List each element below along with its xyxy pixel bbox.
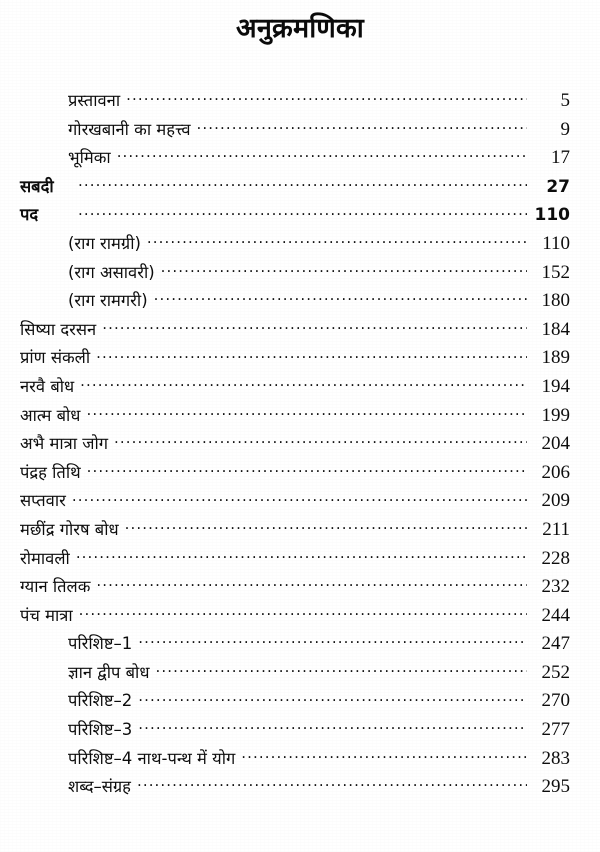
- toc-entry-page-number: 211: [542, 518, 570, 540]
- toc-dot-leader: [161, 261, 527, 278]
- toc-entry-page-number: 295: [541, 776, 570, 798]
- toc-entry[interactable]: [0, 260, 600, 289]
- toc-dot-leader: [197, 118, 527, 135]
- toc-dot-leader: [79, 604, 527, 621]
- toc-entry[interactable]: [0, 746, 600, 775]
- toc-entry[interactable]: [0, 774, 600, 803]
- toc-entry[interactable]: [0, 345, 600, 374]
- toc-entry[interactable]: [0, 88, 600, 117]
- toc-dot-leader: [80, 375, 527, 392]
- toc-dot-leader: [147, 232, 527, 249]
- toc-entry-page-number: 189: [541, 347, 570, 369]
- toc-entry-page-number: 184: [541, 318, 570, 340]
- toc-entry-page-number: 204: [541, 433, 570, 455]
- toc-dot-leader: [138, 690, 527, 707]
- toc-entry-page-number: 232: [541, 576, 570, 598]
- toc-entry-page-number: 152: [541, 261, 570, 283]
- toc-entry-page-number: 206: [541, 461, 570, 483]
- toc-dot-leader: [96, 576, 527, 593]
- toc-entry-label: ज्ञान द्वीप बोध: [68, 662, 150, 682]
- toc-dot-leader: [114, 433, 527, 450]
- toc-entry-label: परिशिष्ट–4 नाथ-पन्थ में योग: [68, 748, 236, 768]
- toc-dot-leader: [102, 318, 527, 335]
- toc-entry[interactable]: [0, 660, 600, 689]
- toc-entry-page-number: 9: [560, 118, 570, 140]
- toc-entry-page-number: 199: [541, 404, 570, 426]
- toc-dot-leader: [78, 175, 527, 192]
- toc-entry-label: नरवै बोध: [20, 376, 75, 396]
- toc-entry-label: गोरखबानी का महत्त्व: [68, 119, 191, 139]
- toc-entry-page-number: 228: [541, 547, 570, 569]
- toc-entry-page-number: 244: [541, 604, 570, 626]
- toc-entry-label: भूमिका: [68, 148, 111, 168]
- toc-entry[interactable]: [0, 688, 600, 717]
- toc-entry-label: सप्तवार: [20, 491, 66, 511]
- toc-entry-page-number: 247: [541, 633, 570, 655]
- toc-dot-leader: [154, 290, 527, 307]
- toc-entry[interactable]: [0, 460, 600, 489]
- toc-entry[interactable]: [0, 117, 600, 146]
- toc-entry-label: मछींद्र गोरष बोध: [20, 519, 119, 539]
- toc-entry-page-number: 270: [541, 690, 570, 712]
- toc-entry[interactable]: [0, 403, 600, 432]
- toc-entry-label: (राग रामग्री): [68, 233, 141, 253]
- toc-dot-leader: [126, 90, 527, 107]
- toc-entry-label: सबदी: [20, 176, 54, 196]
- toc-entry-page-number: 252: [541, 661, 570, 683]
- toc-entry-label: (राग रामगरी): [68, 291, 148, 311]
- toc-dot-leader: [155, 661, 527, 678]
- toc-entry-label: पंच मात्रा: [20, 605, 73, 625]
- toc-entry[interactable]: [0, 631, 600, 660]
- toc-entry-page-number: 194: [541, 375, 570, 397]
- toc-entry[interactable]: [0, 288, 600, 317]
- toc-dot-leader: [117, 147, 527, 164]
- toc-entry[interactable]: [0, 574, 600, 603]
- toc-entry-label: पद: [20, 205, 39, 225]
- toc-entry-label: परिशिष्ट–2: [68, 691, 133, 711]
- toc-entry[interactable]: [0, 517, 600, 546]
- toc-entry[interactable]: [0, 717, 600, 746]
- toc-entry[interactable]: [0, 231, 600, 260]
- toc-entry-page-number: 283: [541, 747, 570, 769]
- toc-entry-label: प्रांण संकली: [20, 348, 91, 368]
- toc-entry-page-number: 209: [541, 490, 570, 512]
- toc-dot-leader: [138, 633, 527, 650]
- toc-dot-leader: [72, 490, 527, 507]
- toc-entry[interactable]: [0, 174, 600, 203]
- toc-entry-label: पंद्रह तिथि: [20, 462, 81, 482]
- toc-entry-page-number: 180: [541, 290, 570, 312]
- toc-entry-label: अभै मात्रा जोग: [20, 434, 109, 454]
- toc-entry-label: सिष्या दरसन: [20, 319, 97, 339]
- toc-entry-label: परिशिष्ट–3: [68, 720, 133, 740]
- toc-entry[interactable]: [0, 431, 600, 460]
- toc-entry-label: प्रस्तावना: [68, 91, 121, 110]
- toc-dot-leader: [137, 776, 527, 793]
- toc-entry-label: (राग असावरी): [68, 262, 155, 282]
- toc-entry-label: आत्म बोध: [20, 405, 81, 425]
- toc-dot-leader: [76, 547, 527, 564]
- table-of-contents-list: [0, 88, 600, 803]
- toc-dot-leader: [87, 461, 527, 478]
- toc-entry-page-number: 110: [534, 205, 570, 226]
- toc-entry-page-number: 27: [546, 176, 570, 197]
- toc-entry-label: शब्द–संग्रह: [68, 777, 131, 797]
- toc-entry-label: परिशिष्ट–1: [68, 634, 133, 654]
- toc-entry-label: ग्यान तिलक: [20, 577, 91, 597]
- toc-entry[interactable]: [0, 145, 600, 174]
- toc-entry[interactable]: [0, 374, 600, 403]
- toc-entry-label: रोमावली: [20, 548, 70, 568]
- toc-dot-leader: [78, 204, 527, 221]
- page-title: अनुक्रमणिका: [236, 13, 364, 44]
- toc-entry-page-number: 5: [560, 90, 570, 111]
- toc-entry[interactable]: [0, 317, 600, 346]
- toc-entry[interactable]: [0, 603, 600, 632]
- toc-dot-leader: [86, 404, 527, 421]
- toc-entry[interactable]: [0, 202, 600, 231]
- toc-entry[interactable]: [0, 488, 600, 517]
- toc-entry[interactable]: [0, 546, 600, 575]
- toc-entry-page-number: 110: [542, 232, 570, 254]
- toc-dot-leader: [96, 347, 527, 364]
- toc-entry-page-number: 277: [541, 719, 570, 741]
- toc-dot-leader: [125, 518, 527, 535]
- toc-dot-leader: [138, 719, 527, 736]
- toc-dot-leader: [241, 747, 527, 764]
- toc-entry-page-number: 17: [551, 147, 570, 169]
